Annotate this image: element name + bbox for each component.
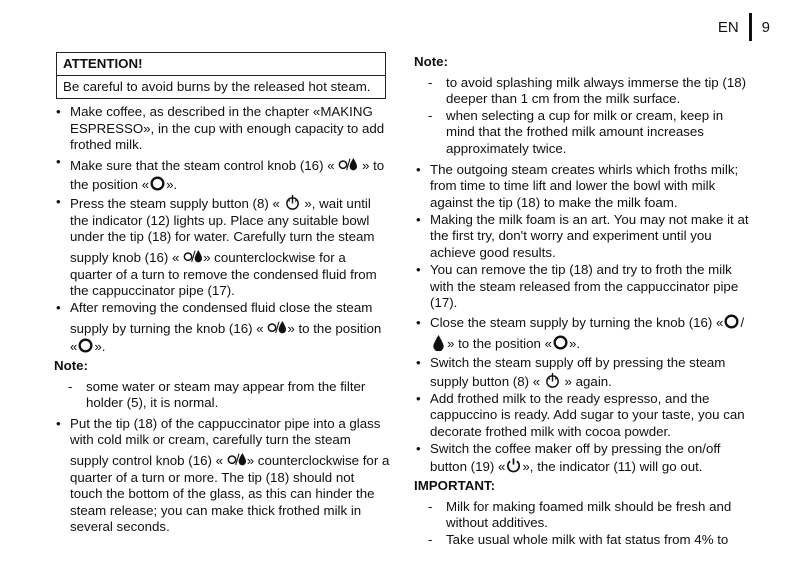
steam-button-icon (544, 372, 561, 389)
important-heading: IMPORTANT: (414, 478, 496, 494)
right-column (414, 52, 750, 552)
list-item: • The outgoing steam creates whirls which froths milk; from time to time lift and lower the bowl with milk against the tip (18) to make the milk foam. (414, 162, 750, 212)
attention-box (56, 52, 386, 99)
list-item: - when selecting a cup for milk or cream, keep in mind that the frothed milk amount increases approximately twice. (414, 108, 750, 158)
instruction-list (414, 162, 750, 477)
list-item: • Press the steam supply button (8) « », wait until the indicator (12) lights up. Place any suitable bowl under the tip (18) for water. Carefully turn the steam supply knob (16) « » counterclockwise for a quarter of a turn to remove the condensed fluid from the cappuccinator pipe (17). (54, 194, 390, 300)
list-item: • You can remove the tip (18) and try to froth the milk with the steam released from the cappuccinator pipe (17). (414, 262, 750, 312)
steam-knob-icon (227, 449, 247, 469)
steam-knob-icon (183, 246, 203, 266)
attention-text: Be careful to avoid burns by the released hot steam. (63, 78, 371, 94)
attention-title: ATTENTION! (57, 53, 385, 76)
power-icon (505, 457, 522, 474)
important-list (414, 499, 750, 549)
list-item: • Switch the coffee maker off by pressing the on/off button (19) « », the indicator (11) will go out. (414, 441, 750, 476)
left-column (54, 52, 390, 536)
note-list (414, 75, 750, 158)
list-item: - Take usual whole milk with fat status from 4% to (414, 532, 750, 549)
closed-position-icon (552, 334, 569, 351)
instruction-list (54, 104, 390, 356)
instruction-list (54, 416, 390, 536)
list-item: • Add frothed milk to the ready espresso, and the cappuccino is ready. Add sugar to your taste, you can decorate frothed milk with cocoa powder. (414, 391, 750, 441)
steam-knob-icon (338, 154, 358, 174)
list-item: • Make sure that the steam control knob (16) « » to the position « ». (54, 154, 390, 193)
note-list (54, 379, 390, 412)
language-label: EN (717, 18, 739, 36)
page-number: 9 (761, 18, 770, 36)
note-heading: Note: (414, 54, 448, 69)
note-heading: Note: (54, 358, 88, 373)
water-drop-icon (430, 334, 447, 351)
closed-position-icon (149, 175, 166, 192)
closed-position-icon (723, 313, 740, 330)
list-item: • Put the tip (18) of the cappuccinator pipe into a glass with cold milk or cream, carefully turn the steam supply control knob (16) « » counterclockwise for a quarter of a turn or more. The tip (18) should not touch the bottom of the glass, as this can hinder the steam release; you can make thick frothed milk in several seconds. (54, 416, 390, 536)
header-divider (749, 13, 752, 41)
page-header (718, 12, 770, 42)
list-item: • Making the milk foam is an art. You may not make it at the first try, don't worry and experiment until you achieve good results. (414, 212, 750, 262)
list-item: • After removing the condensed fluid close the steam supply by turning the knob (16) « » to the position « ». (54, 300, 390, 356)
list-item: • Close the steam supply by turning the knob (16) « /» to the position « ». (414, 312, 750, 354)
list-item: • Switch the steam supply off by pressing the steam supply button (8) « » again. (414, 355, 750, 390)
list-item: • Make coffee, as described in the chapter «MAKING ESPRESSO», in the cup with enough capacity to add frothed milk. (54, 104, 390, 154)
steam-knob-icon (267, 317, 287, 337)
list-item: - Milk for making foamed milk should be fresh and without additives. (414, 499, 750, 532)
closed-position-icon (77, 337, 94, 354)
list-item: - to avoid splashing milk always immerse the tip (18) deeper than 1 cm from the milk surface. (414, 75, 750, 108)
steam-button-icon (284, 194, 301, 211)
list-item: - some water or steam may appear from the filter holder (5), it is normal. (54, 379, 390, 412)
